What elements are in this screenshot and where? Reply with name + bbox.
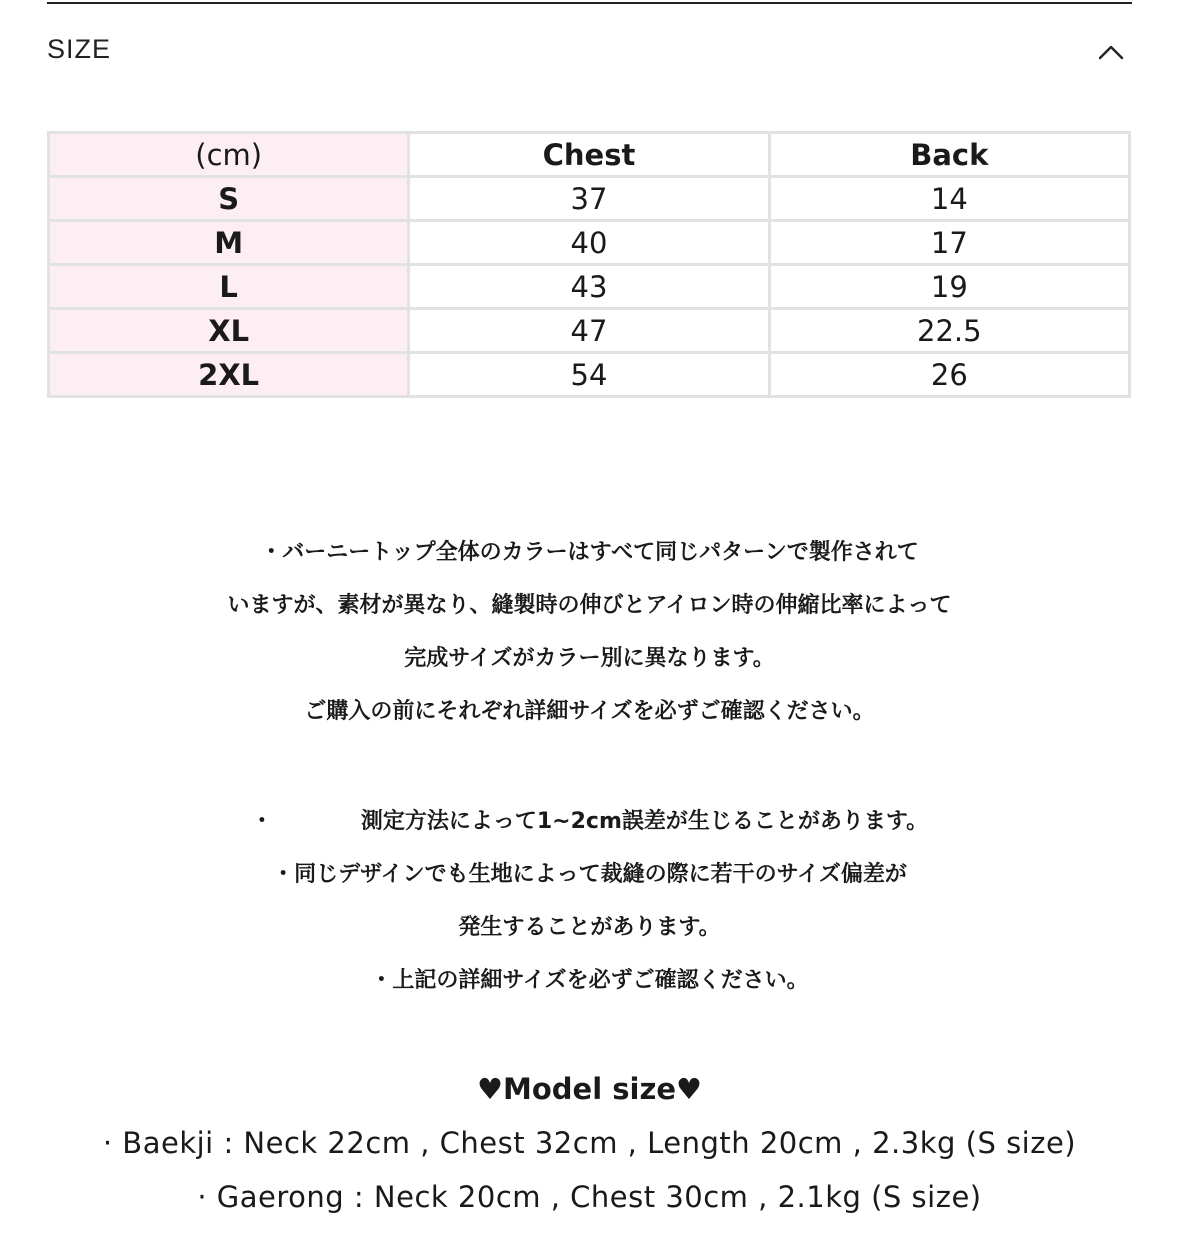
size-table xyxy=(47,131,1131,398)
model-size-title: ♥Model size♥ xyxy=(477,1072,702,1106)
collapse-button[interactable] xyxy=(1096,36,1126,66)
header-unit: (cm) xyxy=(49,133,409,177)
table-row xyxy=(49,309,1130,353)
table-row xyxy=(49,221,1130,265)
note-line: ・ 測定方法によって1~2cm誤差が生じることがあります。 xyxy=(250,809,929,834)
header-chest: Chest xyxy=(409,133,769,177)
chest-value: 47 xyxy=(409,309,769,353)
size-label: S xyxy=(49,177,409,221)
note-line: ・上記の詳細サイズを必ずご確認ください。 xyxy=(370,968,809,993)
model-info-line: · Gaerong : Neck 20cm , Chest 30cm , 2.1kg (S size) xyxy=(197,1180,982,1214)
top-divider xyxy=(47,2,1132,4)
table-row xyxy=(49,353,1130,397)
note-line: ご購入の前にそれぞれ詳細サイズを必ずご確認ください。 xyxy=(304,699,875,724)
size-label: L xyxy=(49,265,409,309)
back-value: 14 xyxy=(769,177,1129,221)
note-line: ・同じデザインでも生地によって裁縫の際に若干のサイズ偏差が xyxy=(272,862,907,887)
size-label: XL xyxy=(49,309,409,353)
header-back: Back xyxy=(769,133,1129,177)
table-header-row xyxy=(49,133,1130,177)
back-value: 26 xyxy=(769,353,1129,397)
back-value: 19 xyxy=(769,265,1129,309)
chest-value: 37 xyxy=(409,177,769,221)
table-row xyxy=(49,265,1130,309)
note-line: 完成サイズがカラー別に異なります。 xyxy=(404,646,775,671)
chest-value: 40 xyxy=(409,221,769,265)
table-row xyxy=(49,177,1130,221)
note-line: 発生することがあります。 xyxy=(458,915,721,940)
model-info-line: · Baekji : Neck 22cm , Chest 32cm , Length 20cm , 2.3kg (S size) xyxy=(102,1126,1077,1160)
chest-value: 43 xyxy=(409,265,769,309)
chevron-up-icon xyxy=(1096,36,1126,66)
back-value: 22.5 xyxy=(769,309,1129,353)
sizing-notes-color xyxy=(0,526,1179,738)
chest-value: 54 xyxy=(409,353,769,397)
section-title: SIZE xyxy=(47,34,112,64)
model-size-section xyxy=(0,1062,1179,1224)
size-label: 2XL xyxy=(49,353,409,397)
size-label: M xyxy=(49,221,409,265)
back-value: 17 xyxy=(769,221,1129,265)
size-section-header[interactable] xyxy=(47,22,1132,78)
note-line: ・バーニートップ全体のカラーはすべて同じパターンで製作されて xyxy=(260,540,919,565)
note-line: いますが、素材が異なり、縫製時の伸びとアイロン時の伸縮比率によって xyxy=(227,593,952,618)
sizing-notes-measurement xyxy=(0,795,1179,1007)
